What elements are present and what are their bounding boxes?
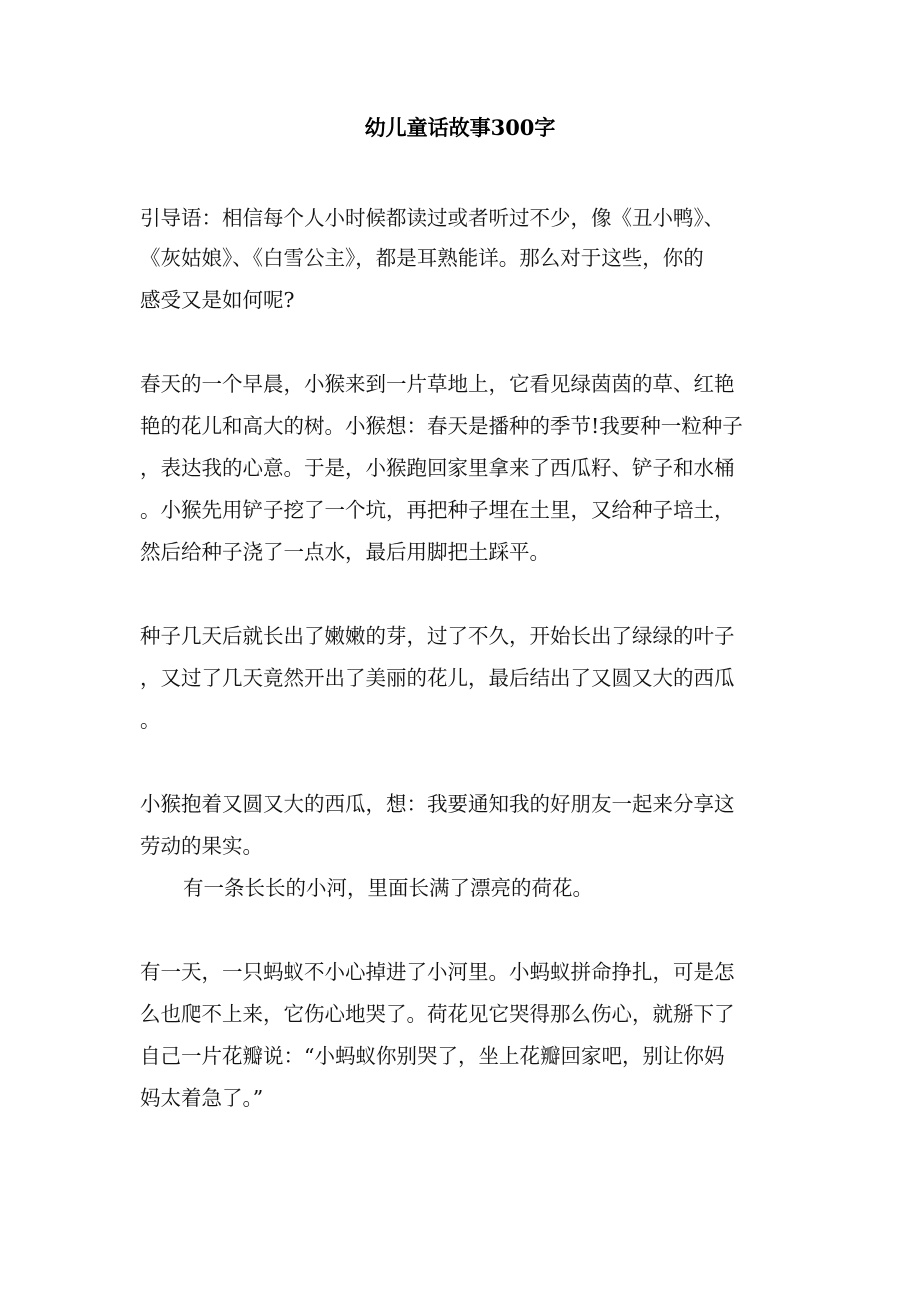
paragraph-line: 引导语：相信每个人小时候都读过或者听过不少，像《丑小鸭》、 [140,206,725,230]
paragraph-line: 小猴抱着又圆又大的西瓜，想：我要通知我的好朋友一起来分享这 [140,792,735,816]
paragraph-line: 妈太着急了。” [140,1086,264,1110]
paragraph-line: 自己一片花瓣说：“小蚂蚁你别哭了，坐上花瓣回家吧，别让你妈 [140,1044,725,1068]
paragraph-line: 劳动的果实。 [140,834,263,858]
paragraph-line: ，又过了几天竟然开出了美丽的花儿，最后结出了又圆又大的西瓜 [140,666,735,690]
page-title: 幼儿童话故事300字 [364,115,556,140]
paragraph-line: 有一天，一只蚂蚁不小心掉进了小河里。小蚂蚁拼命挣扎，可是怎 [140,960,735,984]
paragraph-line: 种子几天后就长出了嫩嫩的芽，过了不久，开始长出了绿绿的叶子 [140,624,735,648]
paragraph-line: 有一条长长的小河，里面长满了漂亮的荷花。 [183,876,593,900]
paragraph-line: 春天的一个早晨，小猴来到一片草地上，它看见绿茵茵的草、红艳 [140,372,735,396]
paragraph-line: 然后给种子浇了一点水，最后用脚把土踩平。 [140,540,550,564]
paragraph-line: 艳的花儿和高大的树。小猴想：春天是播种的季节!我要种一粒种子 [140,414,743,438]
paragraph-line: 。 [140,708,161,732]
paragraph-line: ，表达我的心意。于是，小猴跑回家里拿来了西瓜籽、铲子和水桶 [140,456,735,480]
paragraph-line: 《灰姑娘》、《白雪公主》，都是耳熟能详。那么对于这些，你的 [140,246,704,270]
paragraph-line: 。小猴先用铲子挖了一个坑，再把种子埋在土里，又给种子培土， [140,498,735,522]
paragraph-line: 么也爬不上来，它伤心地哭了。荷花见它哭得那么伤心，就掰下了 [140,1002,735,1026]
paragraph-line: 感受又是如何呢? [140,288,295,312]
